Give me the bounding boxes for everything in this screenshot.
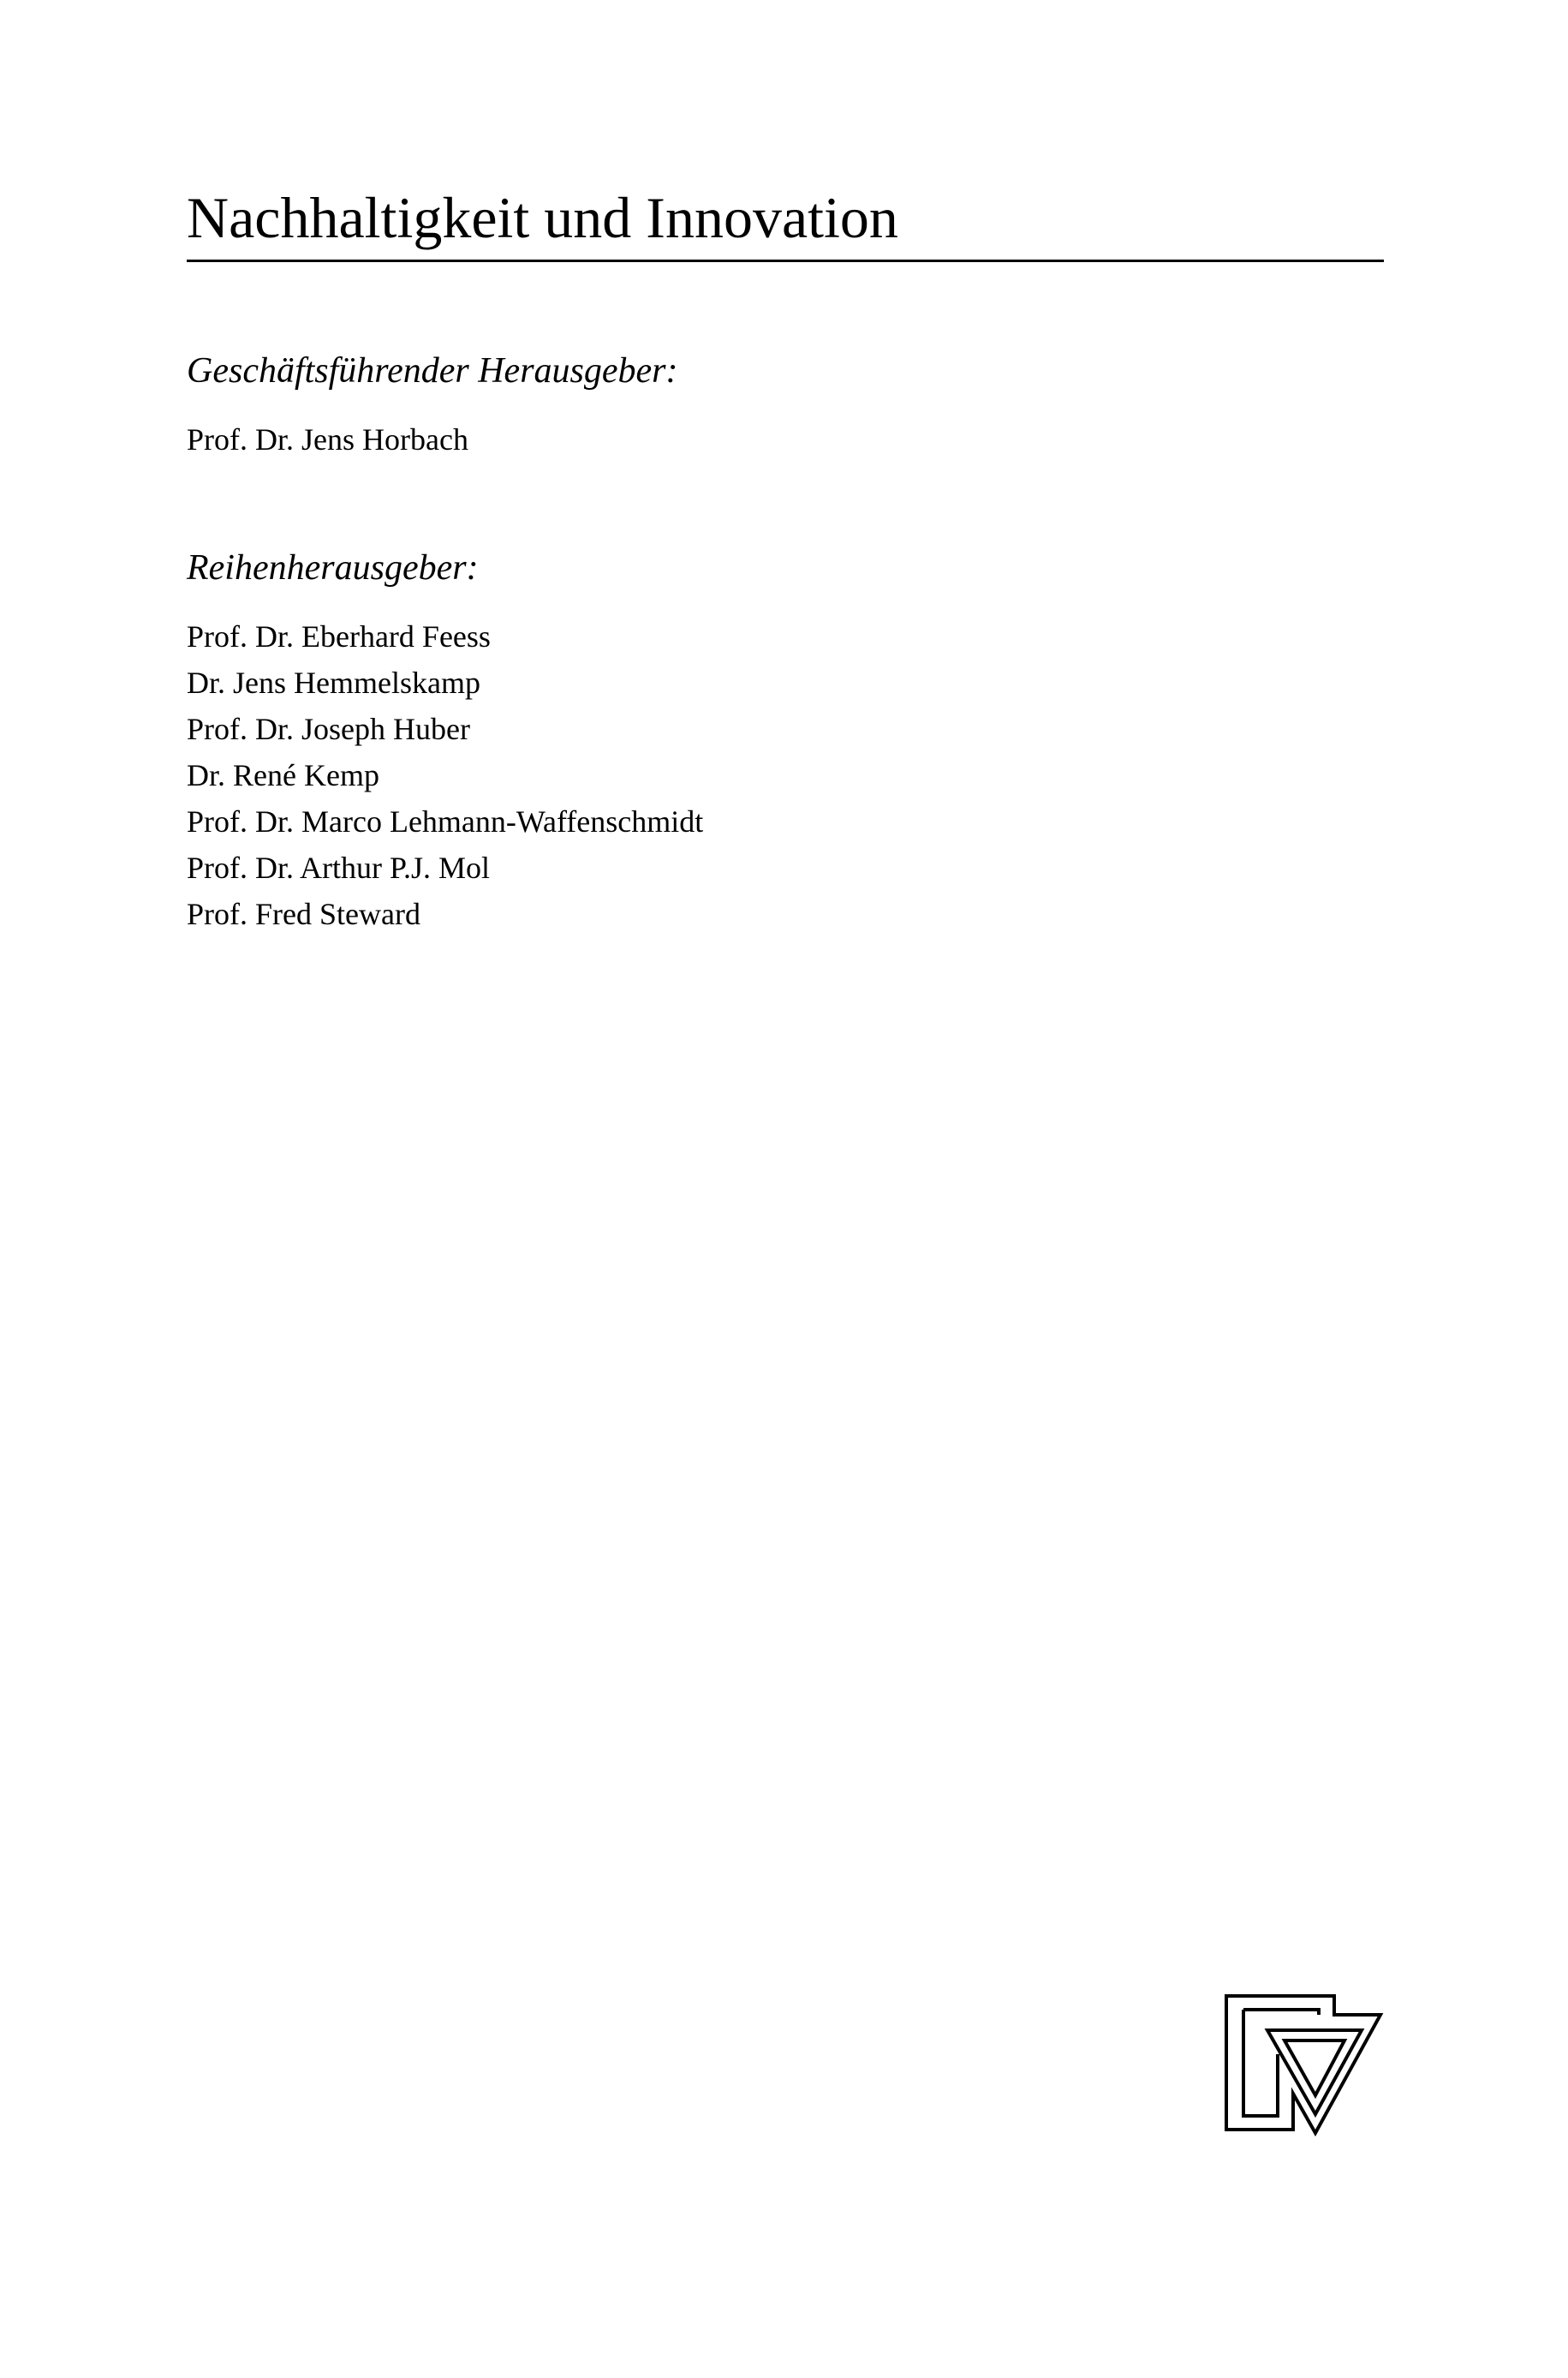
series-editor-name: Prof. Fred Steward [187,897,420,931]
series-editors-list [187,613,703,937]
series-editor-name: Dr. René Kemp [187,758,379,792]
title-rule [187,260,1384,262]
series-editor-name: Prof. Dr. Marco Lehmann-Waffenschmidt [187,804,704,839]
series-editor-name: Prof. Dr. Joseph Huber [187,712,470,746]
series-editor-name: Prof. Dr. Arthur P.J. Mol [187,851,491,885]
series-editors-heading: Reihenherausgeber: [187,548,479,588]
publisher-logo-icon [1225,1994,1384,2138]
series-title: Nachhaltigkeit und Innovation [187,185,898,250]
series-editor-name: Prof. Dr. Eberhard Feess [187,619,491,654]
managing-editor-name: Prof. Dr. Jens Horbach [187,422,468,457]
series-editor-name: Dr. Jens Hemmelskamp [187,666,480,700]
managing-editor-list [187,416,468,463]
managing-editor-heading: Geschäftsführender Herausgeber: [187,351,678,391]
